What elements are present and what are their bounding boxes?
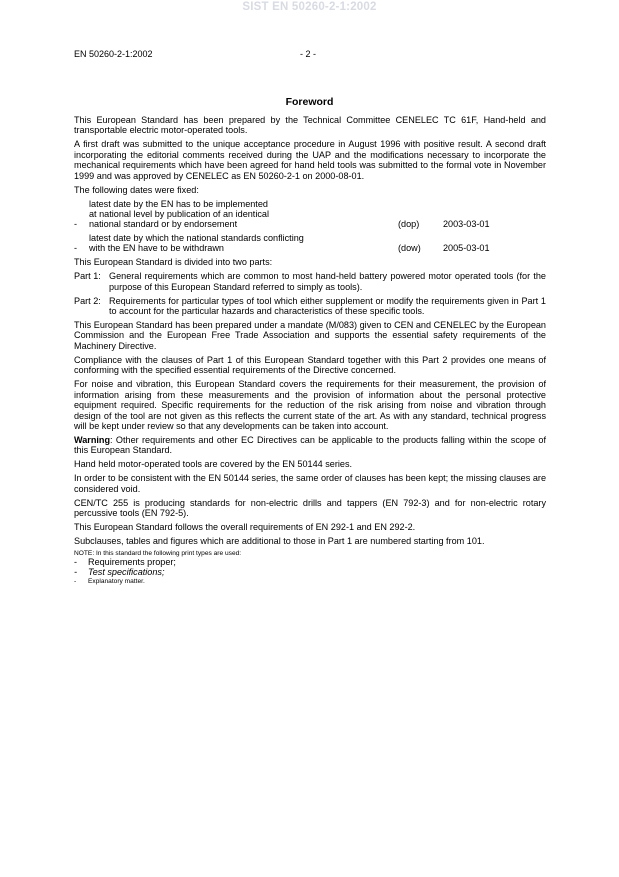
list-dash: - — [74, 577, 77, 585]
warning-label: Warning — [74, 434, 111, 445]
paragraph: Hand held motor-operated tools are covered by the EN 50144 series. — [74, 459, 353, 470]
date-row-dow — [74, 233, 546, 254]
date-desc-line: national standard or by endorsement — [89, 219, 238, 230]
warning-text: : Other requirements and other EC Directives can be applicable to the products falling within the scope of this European Standard. — [74, 434, 546, 456]
part-2 — [74, 296, 546, 317]
page-title: Foreword — [285, 96, 334, 108]
warning-paragraph — [74, 435, 546, 456]
paragraph: Subclauses, tables and figures which are additional to those in Part 1 are numbered starting from 101. — [74, 536, 485, 547]
part-text: General requirements which are common to most hand-held battery powered motor operated tools (for the purpose of this European Standard referred to simply as tools). — [109, 271, 546, 292]
date-abbr: (dop) — [398, 219, 420, 230]
list-dash: - — [74, 566, 78, 577]
date-desc-line: latest date by the EN has to be implemented — [89, 198, 268, 209]
paragraph: This European Standard is divided into two parts: — [74, 257, 273, 268]
date-value: 2005-03-01 — [443, 243, 490, 254]
note-item-text: Requirements proper; — [88, 557, 176, 568]
date-row-dop — [74, 199, 546, 230]
paragraph: This European Standard follows the overall requirements of EN 292-1 and EN 292-2. — [74, 522, 416, 533]
paragraph: Compliance with the clauses of Part 1 of this European Standard together with this Part 2 provides one means of conforming with the specified essential requirements of the Directive concerned. — [74, 354, 546, 376]
paragraph: This European Standard has been prepared by the Technical Committee CENELEC TC 61F, Hand-held and transportable electric motor-operated tools. — [74, 115, 546, 136]
part-label: Part 1: — [74, 271, 101, 282]
paragraph: The following dates were fixed: — [74, 184, 199, 195]
list-dash: - — [74, 557, 78, 568]
paragraph: CEN/TC 255 is producing standards for non-electric drills and tappers (EN 792-3) and for non-electric rotary percussive tools (EN 792-5). — [74, 497, 546, 519]
header-doc-id: EN 50260-2-1:2002 — [74, 49, 153, 59]
list-dash: - — [74, 219, 78, 230]
part-label: Part 2: — [74, 295, 101, 306]
date-desc-line: latest date by which the national standards conflicting — [89, 232, 304, 243]
watermark: SIST EN 50260-2-1:2002 — [242, 1, 377, 13]
date-value: 2003-03-01 — [443, 219, 490, 230]
note-block — [74, 550, 546, 586]
date-desc-line: with the EN have to be withdrawn — [89, 243, 224, 254]
list-dash: - — [74, 243, 78, 254]
paragraph: A first draft was submitted to the unique acceptance procedure in August 1996 with positive result. A second draft incorporating the editorial comments received during the UAP and the modifications necessary to incorporate the mechanical requirements which have been agreed for hand held tools was submitted to the formal vote in November 1999 and was approved by CENELEC as EN 50260-2-1 on 2000-08-01. — [74, 139, 546, 181]
part-text: Requirements for particular types of tool which either supplement or modify the requirements given in Part 1 to account for the particular hazards and characteristics of these specific tools. — [109, 295, 546, 317]
note-item — [74, 568, 546, 578]
header-page-number: - 2 - — [300, 49, 317, 59]
note-item-text: Test specifications; — [88, 566, 165, 577]
note-intro: NOTE: In this standard the following print types are used: — [74, 550, 242, 558]
note-item — [74, 578, 546, 586]
dates-list — [74, 199, 546, 254]
paragraph: This European Standard has been prepared under a mandate (M/083) given to CEN and CENELEC by the European Commission and the European Free Trade Association and supports the essential safety requirements of the Machinery Directive. — [74, 320, 546, 351]
foreword-body — [74, 115, 546, 586]
paragraph: In order to be consistent with the EN 50144 series, the same order of clauses has been kept; the missing clauses are considered void. — [74, 473, 546, 494]
part-1 — [74, 271, 546, 292]
date-abbr: (dow) — [398, 243, 421, 254]
paragraph: For noise and vibration, this European Standard covers the requirements for their measurement, the provision of information arising from these measurements and the provision of information about the personal protective equipment required. Specific requirements for the reduction of the risk arising from noise and vibration through design of the tool are not given as this reflects the current state of the art. As with any standard, technical progress will be kept under review so that any developments can be taken into account. — [74, 379, 546, 431]
note-item-text: Explanatory matter. — [88, 577, 145, 585]
date-desc-line: at national level by publication of an identical — [89, 209, 269, 220]
